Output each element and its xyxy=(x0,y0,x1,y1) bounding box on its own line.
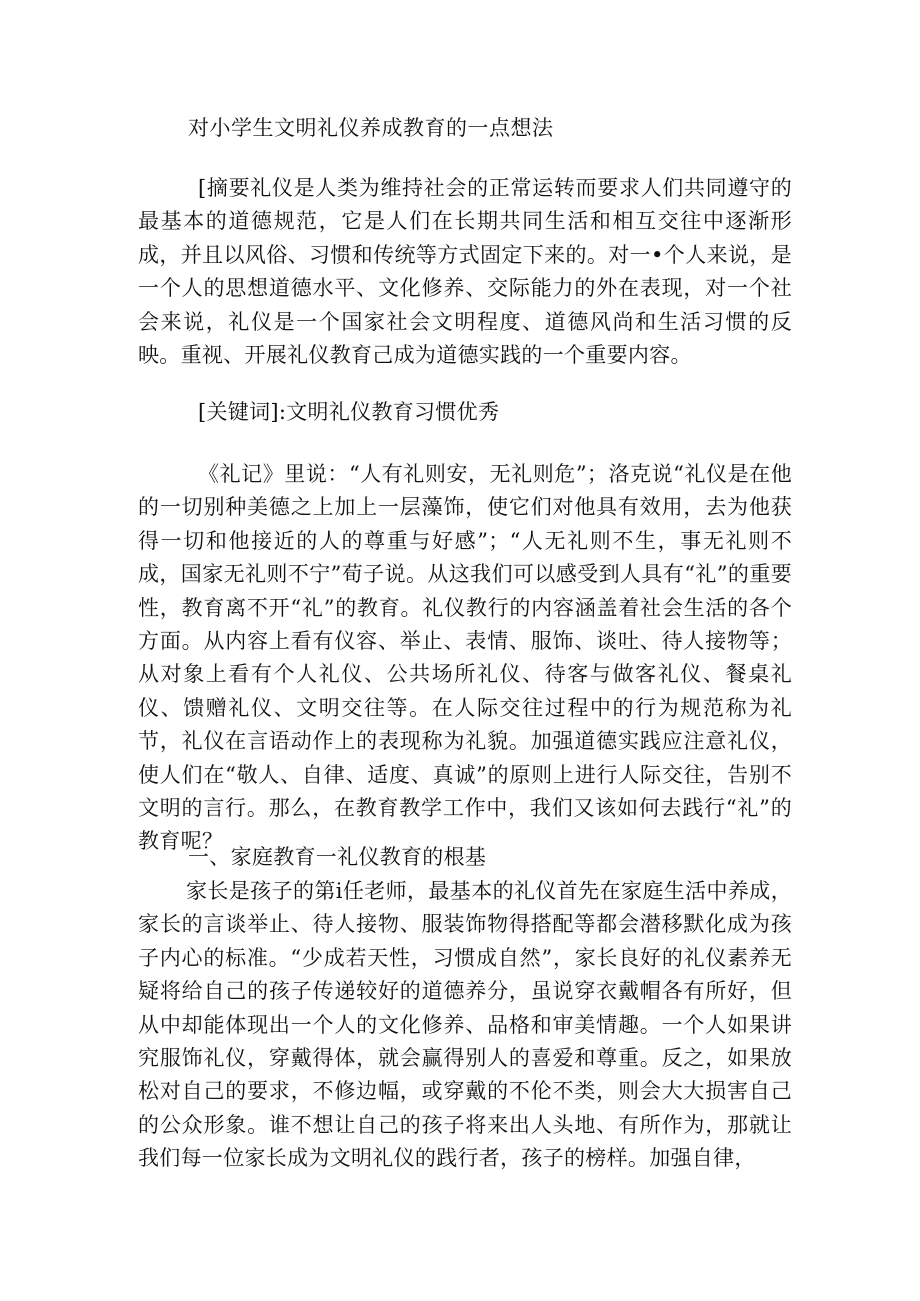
section-heading-1: 一、家庭教育一礼仪教育的根基 xyxy=(188,845,487,869)
body-paragraph-2: 家长是孩子的第i任老师，最基本的礼仪首先在家庭生活中养成，家长的言谈举止、待人接物、服装饰物得搭配等都会潜移默化成为孩子内心的标准。“少成若天性，习惯成自然”，家长良好的礼仪素养无疑将给自己的孩子传递较好的道德养分，虽说穿衣戴帽各有所好，但从中却能体现出一个人的文化修养、品格和审美情趣。一个人如果讲究服饰礼仪，穿戴得体，就会赢得别人的喜爱和尊重。反之，如果放松对自己的要求，不修边幅，或穿戴的不伦不类，则会大大损害自己的公众形象。谁不想让自己的孩子将来出人头地、有所作为，那就让我们每一位家长成为文明礼仪的践行者，孩子的榜样。加强自律， xyxy=(138,879,792,1171)
abstract-paragraph: [摘要礼仪是人类为维持社会的正常运转而要求人们共同遵守的最基本的道德规范，它是人们在长期共同生活和相互交往中逐渐形成，并且以风俗、习惯和传统等方式固定下来的。对一•个人来说，是一个人的思想道德水平、文化修养、交际能力的外在表现，对一个社会来说，礼仪是一个国家社会文明程度、道德风尚和生活习惯的反映。重视、开展礼仪教育己成为道德实践的一个重要内容。 xyxy=(138,176,792,368)
body-paragraph-1: 《礼记》里说：“人有礼则安，无礼则危”；洛克说“礼仪是在他的一切别种美德之上加上一层藻饰，使它们对他具有效用，去为他获得一切和他接近的人的尊重与好感”；“人无礼则不生，事无礼则不成，国家无礼则不宁”荀子说。从这我们可以感受到人具有“礼”的重要性，教育离不开“礼”的教育。礼仪教行的内容涵盖着社会生活的各个方面。从内容上看有仪容、举止、表情、服饰、谈吐、待人接物等；从对象上看有个人礼仪、公共场所礼仪、待客与做客礼仪、餐桌礼仪、馈赠礼仪、文明交往等。在人际交往过程中的行为规范称为礼节，礼仪在言语动作上的表现称为礼貌。加强道德实践应注意礼仪，使人们在“敬人、自律、适度、真诚”的原则上进行人际交往，告别不文明的言行。那么，在教育教学工作中，我们又该如何去践行“礼”的教育呢？ xyxy=(138,462,792,854)
document-title: 对小学生文明礼仪养成教育的一点想法 xyxy=(188,116,554,140)
keywords-line: [关键词]:文明礼仪教育习惯优秀 xyxy=(198,400,500,424)
